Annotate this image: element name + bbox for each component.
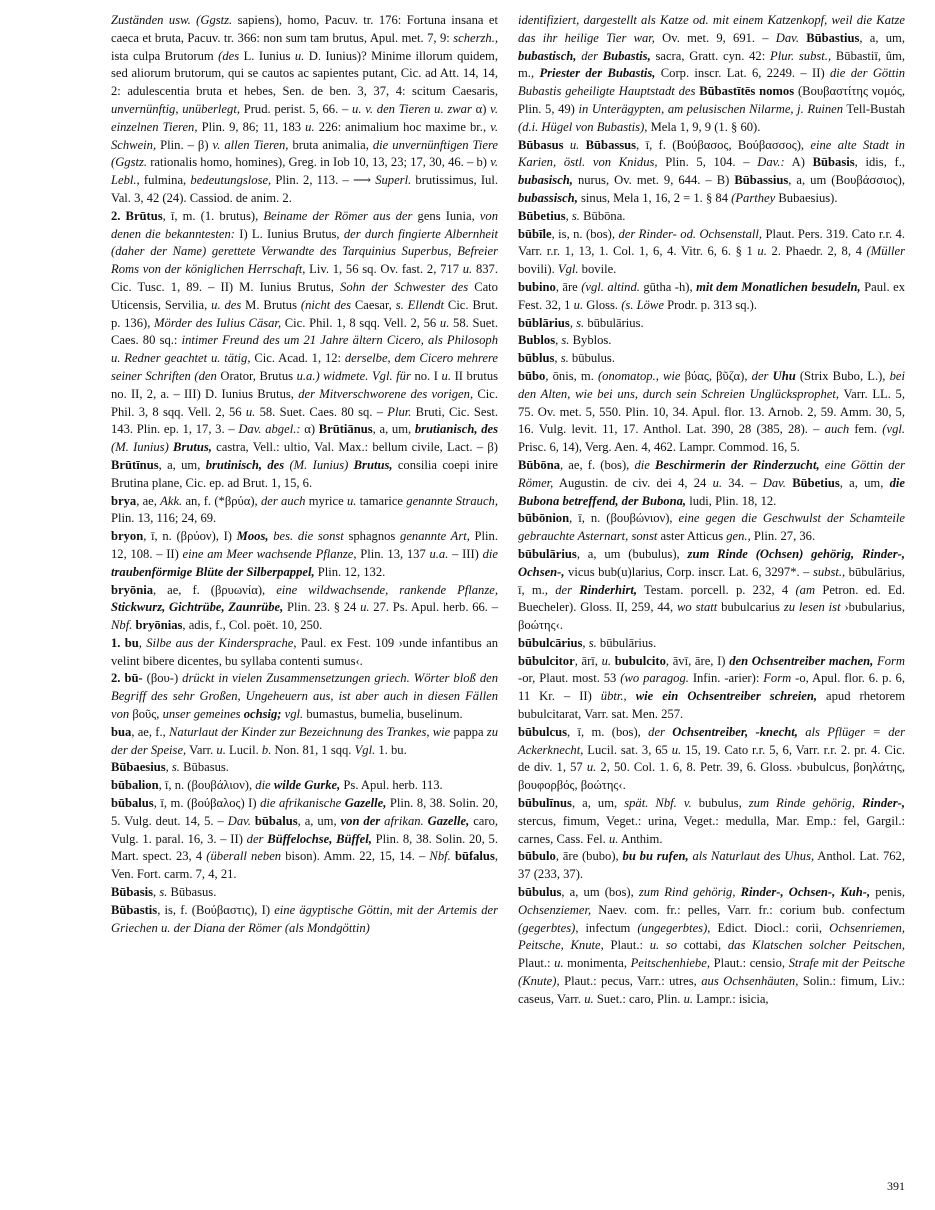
entry-bubo: būbo, ōnis, m. (onomatop., wie βύας, βῦζα), der Uhu (Strix Bubo, L.), bei den Alten, wie bei uns, durch sein Schreien Unglücksprophet, Varr. LL. 5, 75. Ov. met. 5, 550. Plin. 10, 34. Apul. flor. 13. Arnob. 2, 59. Amm. 30, 5, 16. Vulg. levit. 11, 17. Anthol. Lat. 390, 28 (385, 28). – auch fem. (vgl. Prisc. 6, 14), Verg. Aen. 4, 462. Lampr. Commod. 16, 5.	[518, 368, 906, 455]
entry-bu-2: 2. bū- (βου-) drückt in vielen Zusammensetzungen griech. Wörter bloß den Begriff des sehr Großen, Ungeheuern aus, ist aber auch in diesen Fällen von βοῦς, unser gemeines ochsig; vgl. bumastus, bumelia, buselinum.	[111, 671, 498, 722]
entry-bu-1: 1. bu, Silbe aus der Kindersprache, Paul. ex Fest. 109 ›unde infantibus an velint bibere dicentes, bu syllaba contenti sumus‹.	[111, 635, 499, 668]
entry-bubulcitor: būbulcitor, ārī, u. bubulcito, āvī, āre, I) den Ochsentreiber machen, Form -or, Plaut. most. 53 (wo paragog. Infin. -arier): Form -o, Apul. flor. 6. p. 6, 11 Kr. – II) übtr., wie ein Ochsentreiber schreien, apud rhetorem bubulcitarat, Varr. sat. Men. 257.	[518, 653, 906, 722]
left-column	[111, 12, 498, 937]
entry-bublus: būblus, s. būbulus.	[518, 351, 615, 366]
entry-bryon: bryon, ī, n. (βρύον), I) Moos, bes. die sonst sphagnos genannte Art, Plin. 12, 108. – II) eine am Meer wachsende Pflanze, Plin. 13, 137 u.a. – III) die traubenförmige Blüte der Silberpappel, Plin. 12, 132.	[111, 529, 498, 579]
entry-bubastis-cont: identifiziert, dargestellt als Katze od. mit einem Katzenkopf, weil die Katze das ihr heilige Tier war, Ov. met. 9, 691. – Dav. Būbastius, a, um, bubastisch, der Bubastis, sacra, Gratt. cyn. 42: Plur. subst., Būbastiī, ûm, m., Priester der Bubastis, Corp. inscr. Lat. 6, 2249. – II) die der Göttin Bubastis geheiligte Hauptstadt des Būbastītēs nomos (Βουβαστίτης νομός, Plin. 5, 49) in Unterägypten, am pelusischen Nilarme, j. Ruinen Tell-Bustah (d.i. Hügel von Bubastis), Mela 1, 9, 9 (1. § 60).	[518, 13, 906, 134]
entry-bubulus: būbulus, a, um (bos), zum Rind gehörig, Rinder-, Ochsen-, Kuh-, penis, Ochsenziemer, Naev. com. fr.: pelles, Varr. fr.: corium bub. confectum (gegerbtes), infectum (ungegerbtes), Edict. Diocl.: corii, Ochsenriemen, Peitsche, Knute, Plaut.: u. so cottabi, das Klatschen solcher Peitschen, Plaut.: u. monimenta, Peitschenhiebe, Plaut.: censio, Strafe mit der Peitsche (Knute), Plaut.: pecus, Varr.: utres, aus Ochsenhäuten, Solin.: fimum, Liv.: caseus, Varr. u. Suet.: caro, Plin. u. Lampr.: isicia,	[518, 885, 906, 1006]
entry-bua: bua, ae, f., Naturlaut der Kinder zur Bezeichnung des Trankes, wie pappa zu der der Speise, Varr. u. Lucil. b. Non. 81, 1 sqq. Vgl. 1. bu.	[111, 724, 498, 757]
entry-bubasis: Būbasis, s. Būbasus.	[111, 885, 217, 900]
entry-bubulcarius: būbulcārius, s. būbulārius.	[518, 635, 657, 650]
entry-bubonion: būbōnion, ī, n. (βουβώνιον), eine gegen die Geschwulst der Schamteile gebrauchte Asternart, sonst aster Atticus gen., Plin. 27, 36.	[518, 511, 905, 544]
entry-bublarius: būblārius, s. būbulārius.	[518, 315, 644, 330]
page-number: 391	[887, 1179, 905, 1193]
entry-bubalion: būbalion, ī, n. (βουβάλιον), die wilde Gurke, Ps. Apul. herb. 113.	[111, 778, 443, 793]
entry-bubetius: Būbetius, s. Būbōna.	[518, 208, 626, 223]
entry-bubona: Būbōna, ae, f. (bos), die Beschirmerin der Rinderzucht, eine Göttin der Römer, Augustin. de civ. dei 4, 24 u. 34. – Dav. Būbetius, a, um, die Bubona betreffend, der Bubona, ludi, Plin. 18, 12.	[518, 457, 905, 508]
entry-paragraph: Zuständen usw. (Ggstz. sapiens), homo, Pacuv. tr. 176: Fortuna insana et caeca et bruta, Pacuv. tr. 366: non sum tam brutus, Apul. met. 7, 9: scherzh., ista culpa Brutorum (des L. Iunius u. D. Iunius)? Minime illorum quidem, sed aliorum brutorum, qui se cautos ac sapientes putant, Cic. ad Att. 14, 14, 2: adulescentia bruta et hebes, Sen. de ben. 3, 37, 4: scitum Caesaris, unvernünftig, unüberlegt, Prud. perist. 5, 66. – u. v. den Tieren u. zwar α) v. einzelnen Tieren, Plin. 9, 86; 11, 183 u. 226: animalium hoc maxime br., v. Schwein, Plin. – β) v. allen Tieren, bruta animalia, die unvernünftigen Tiere (Ggstz. rationalis homo, homines), Greg. in Iob 10, 13, 23; 17, 30, 46. – b) v. Lebl., fulmina, bedeutungslose, Plin. 2, 113. – ⟶ Superl. brutissimus, Iul. Val. 3, 42 (24). Cassiod. de anim. 2.	[111, 13, 498, 205]
entry-bubasus: Būbasus u. Būbassus, ī, f. (Βούβασος, Βούβασσος), eine alte Stadt in Karien, östl. von Knidus, Plin. 5, 104. – Dav.: A) Būbasis, idis, f., bubasisch, nurus, Ov. met. 9, 644. – B) Būbassius, a, um (Βουβάσσιος), bubassisch, sinus, Mela 1, 16, 2 = 1. § 84 (Parthey Bubaesius).	[518, 137, 906, 205]
entry-bubularius: būbulārius, a, um (bubulus), zum Rinde (Ochsen) gehörig, Rinder-, Ochsen-, vicus bub(u)larius, Corp. inscr. Lat. 6, 3297*. – subst., būbulārius, ī, m., der Rinderhirt, Testam. porcell. p. 232, 4 (am Petron. ed. Ed. Buecheler). Gloss. II, 259, 44, wo statt bubulcarius zu lesen ist ›bubularius, βοώτης‹.	[518, 546, 905, 633]
entry-bubulcus: būbulcus, ī, m. (bos), der Ochsentreiber, -knecht, als Pflüger = der Ackerknecht, Lucil. sat. 3, 65 u. 15, 19. Cato r.r. 5, 6, Varr. r.r. 2. pr. 4. Cic. de div. 1, 57 u. 2, 50. Col. 1. 6, 8. Petr. 39, 6. Gloss. ›bubulcus, βοηλάτης, βουφορβός, βοώτης‹.	[518, 724, 905, 793]
entry-bubulinus: būbulīnus, a, um, spät. Nbf. v. bubulus, zum Rinde gehörig, Rinder-, stercus, fimum, Veget.: urina, Veget.: medulla, Mar. Emp.: fel, Gargil.: carnes, Cass. Fel. u. Anthim.	[518, 796, 905, 846]
entry-bubile: būbīle, is, n. (bos), der Rinder- od. Ochsenstall, Plaut. Pers. 319. Cato r.r. 4. Varr. r.r. 1, 13, 1. Col. 1, 6, 4. Vitr. 6, 6. § 1 u. 2. Phaedr. 2, 8, 4 (Müller bovili). Vgl. bovile.	[518, 226, 905, 277]
entry-bubulo: būbulo, āre (bubo), bu bu rufen, als Naturlaut des Uhus, Anthol. Lat. 762, 37 (233, 37).	[518, 849, 905, 882]
entry-bubastis: Būbastis, is, f. (Βούβαστις), I) eine ägyptische Göttin, mit der Artemis der Griechen u. der Diana der Römer (als Mondgöttin)	[111, 902, 498, 935]
entry-bubalus: būbalus, ī, m. (βούβαλος) I) die afrikanische Gazelle, Plin. 8, 38. Solin. 20, 5. Vulg. deut. 14, 5. – Dav. būbalus, a, um, von der afrikan. Gazelle, caro, Vulg. 1. paral. 16, 3. – II) der Büffelochse, Büffel, Plin. 8, 38. Solin. 20, 5. Mart. spect. 23, 4 (überall neben bison). Amm. 22, 15, 14. – Nbf. būfalus, Ven. Fort. carm. 7, 4, 21.	[111, 796, 499, 882]
entry-brutus: 2. Brūtus, ī, m. (1. brutus), Beiname der Römer aus der gens Iunia, von denen die bekanntesten: I) L. Iunius Brutus, der durch fingierte Albernheit (daher der Name) gerettete Verwandte des Tarquinius Superbus, Befreier Roms von der königlichen Herrschaft, Liv. 1, 56 sq. Ov. fast. 2, 717 u. 837. Cic. Tusc. 1, 89. – II) M. Iunius Brutus, Sohn der Schwester des Cato Uticensis, Servilia, u. des M. Brutus (nicht des Caesar, s. Ellendt Cic. Brut. p. 136), Mörder des Iulius Cäsar, Cic. Phil. 1, 8 sqq. Vell. 2, 56 u. 58. Suet. Caes. 80 sq.: intimer Freund des um 21 Jahre ältern Cicero, als Philosoph u. Redner geachtet u. tätig, Cic. Acad. 1, 12: derselbe, dem Cicero mehrere seiner Schriften (den Orator, Brutus u.a.) widmete. Vgl. für no. I u. II brutus no. II, 2, a. – III) D. Iunius Brutus, der Mitverschworene des vorigen, Cic. Phil. 3, 8 sqq. Vell. 2, 56 u. 58. Suet. Caes. 80 sq. – Plur. Bruti, Cic. Sest. 143. Plin. ep. 1, 17, 3. – Dav. abgel.: α) Brūtiānus, a, um, brutianisch, des (M. Iunius) Brutus, castra, Vell.: ultio, Val. Max.: bellum civile, Lact. – β) Brūtīnus, a, um, brutinisch, des (M. Iunius) Brutus, consilia coepi inire Brutina plane, Cic. ep. ad Brut. 1, 15, 6.	[111, 208, 499, 490]
entry-bubino: bubino, āre (vgl. altind. gūtha -h), mit dem Monatlichen besudeln, Paul. ex Fest. 32, 1 u. Gloss. (s. Löwe Prodr. p. 313 sq.).	[518, 279, 905, 312]
entry-bryonia: bryōnia, ae, f. (βρυωνία), eine wildwachsende, rankende Pflanze, Stickwurz, Gichtrübe, Zaunrübe, Plin. 23. § 24 u. 27. Ps. Apul. herb. 66. – Nbf. bryōnias, adis, f., Col. poët. 10, 250.	[111, 582, 498, 633]
entry-bubaesius: Būbaesius, s. Būbasus.	[111, 760, 229, 775]
entry-brya: brya, ae, Akk. an, f. (*βρύα), der auch myrice u. tamarice genannte Strauch, Plin. 13, 116; 24, 69.	[111, 493, 499, 526]
entry-bublos: Bublos, s. Byblos.	[518, 333, 612, 348]
right-column	[518, 12, 905, 1009]
